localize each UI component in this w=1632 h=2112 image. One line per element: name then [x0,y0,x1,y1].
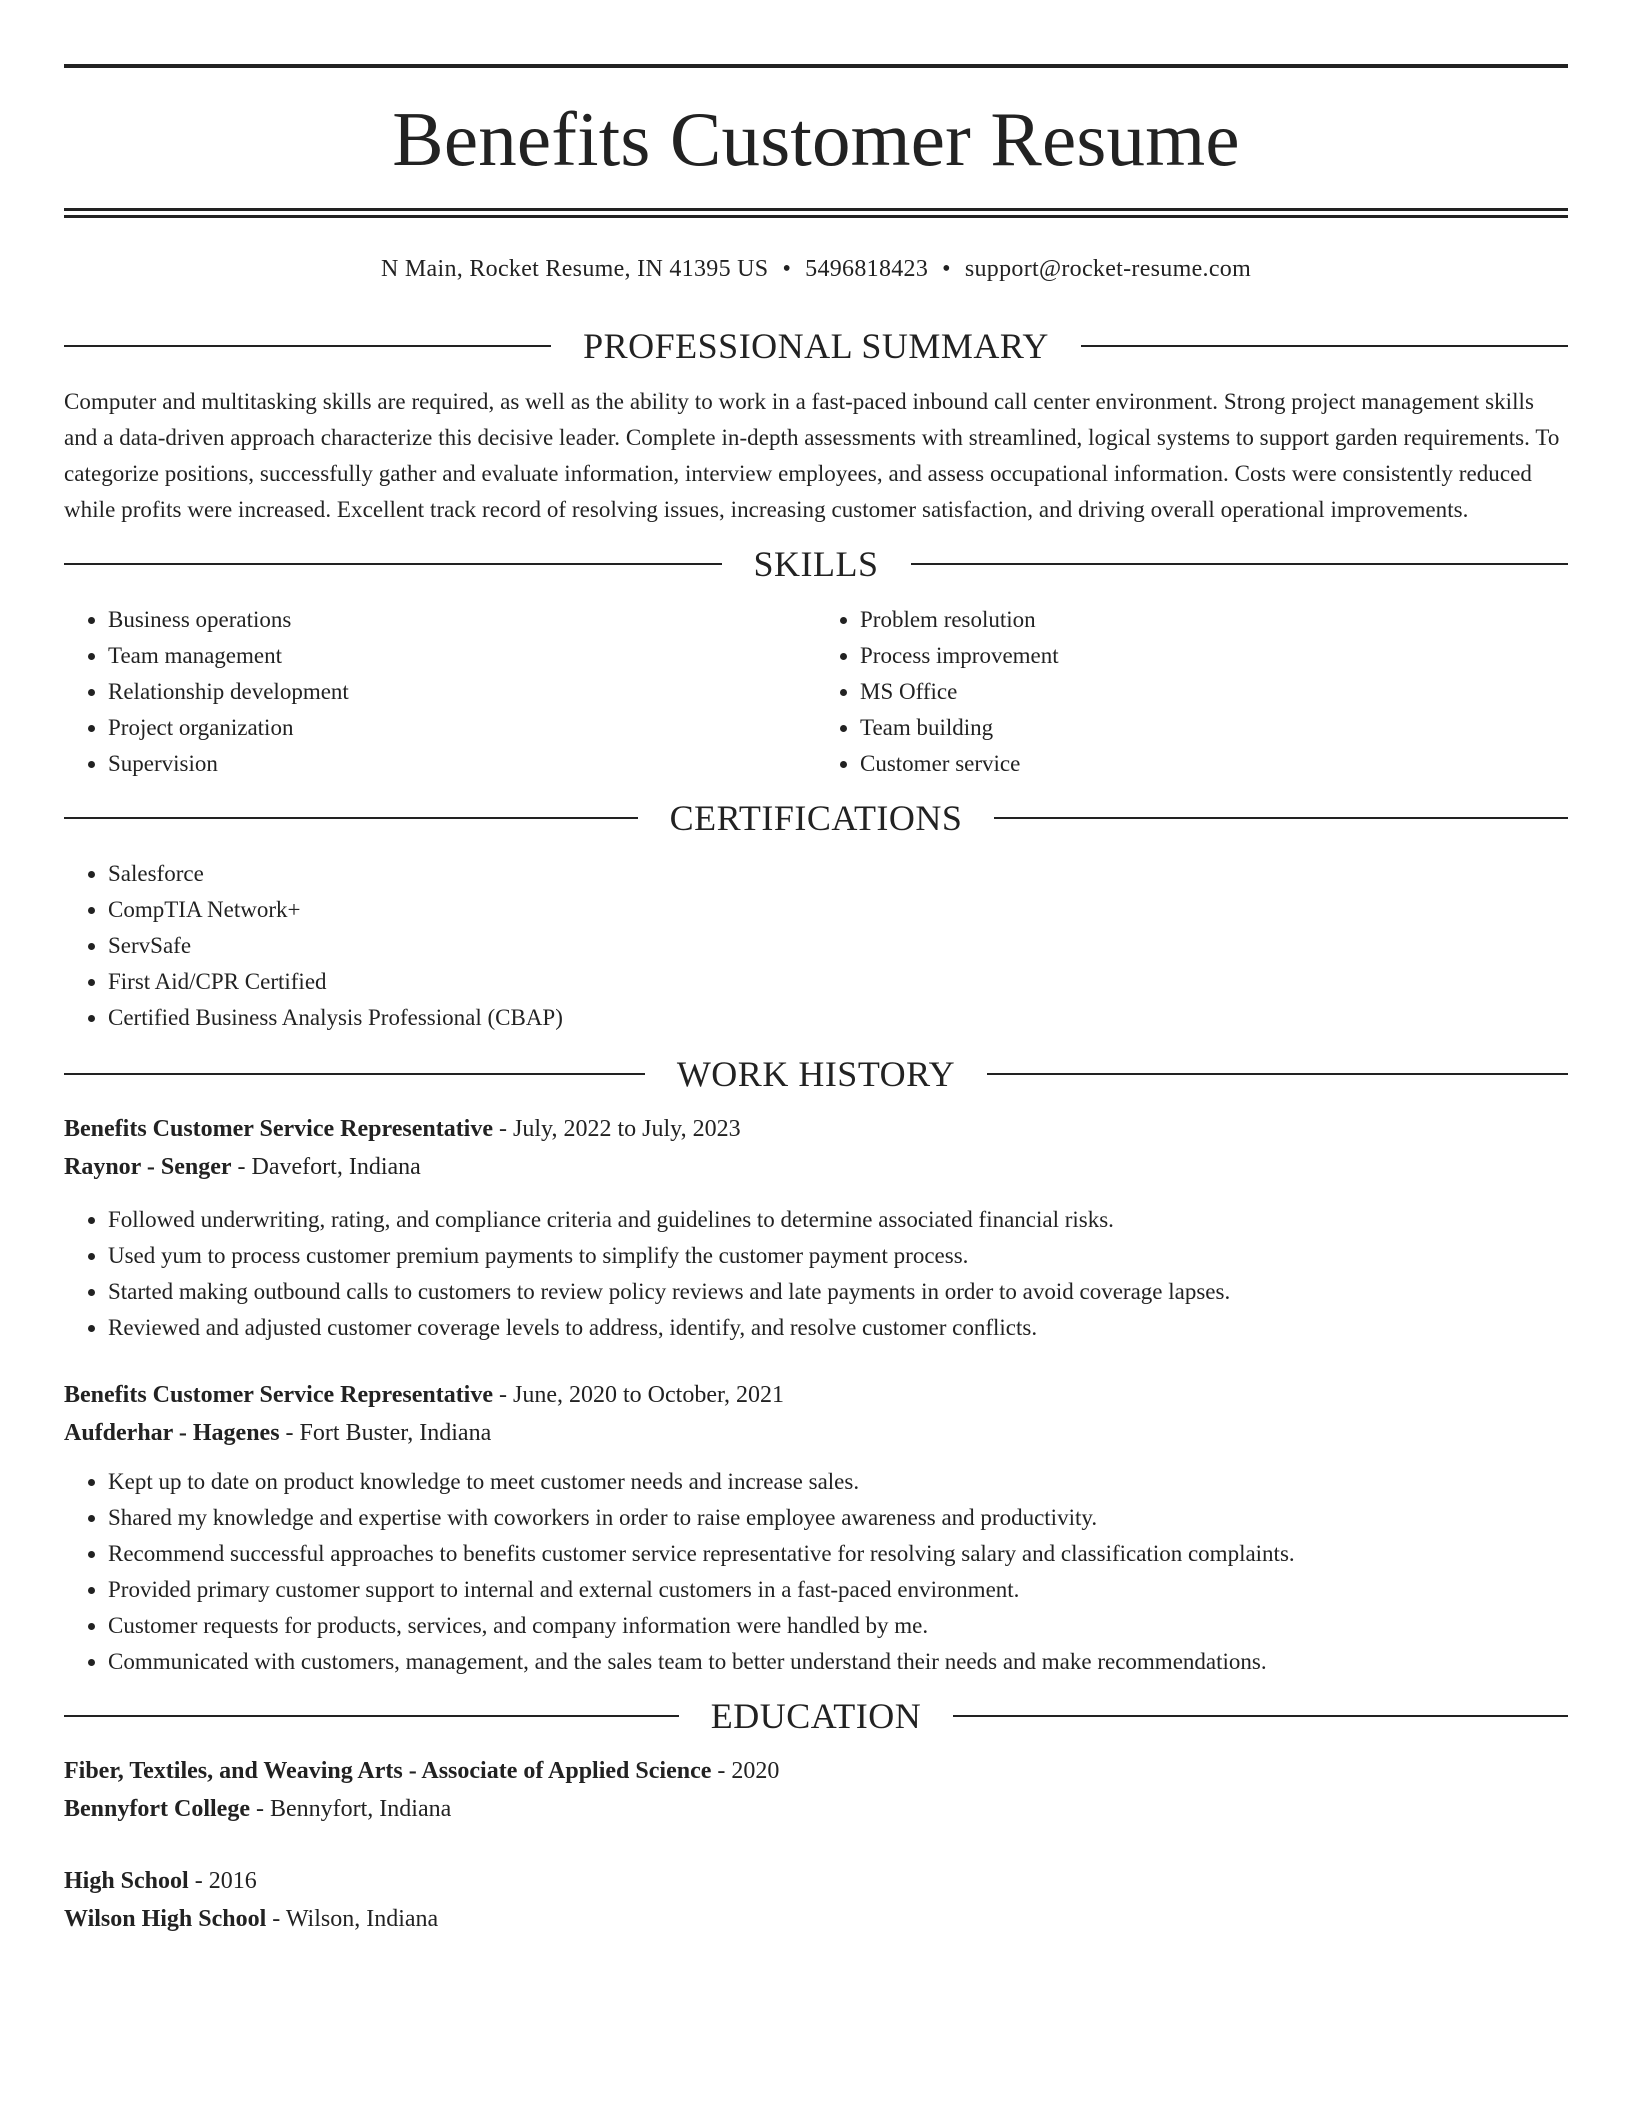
skill-item: • Team management [108,638,816,674]
job-company-line [64,1414,1568,1452]
top-rule [64,64,1568,68]
section-title: WORK HISTORY [676,1054,956,1094]
job-bullet: • Used yum to process customer premium payments to simplify the customer payment process. [108,1238,1568,1274]
heading-rule [953,1715,1568,1717]
section-heading-summary [64,324,1568,368]
certification-item: • ServSafe [108,928,1568,964]
education-location: Wilson, Indiana [285,1906,439,1932]
skills-column-left [64,602,816,782]
summary-text: Computer and multitasking skills are required, as well as the ability to work in a fast-paced inbound call center environment. Strong project management skills and a data-driven approach characterize this decisive leader. Complete in-depth assessments with streamlined, logical systems to support garden requirements. To categorize positions, successfully gather and evaluate information, interview employees, and assess occupational information. Costs were consistently reduced while profits were increased. Excellent track record of resolving issues, increasing customer satisfaction, and driving overall operational improvements. [64,389,1560,522]
education-location: Bennyfort, Indiana [269,1796,452,1822]
section-heading-education [64,1694,1568,1738]
skill-item: • Relationship development [108,674,816,710]
heading-rule [64,345,551,347]
skill-item: • Business operations [108,602,816,638]
section-title: SKILLS [753,544,879,584]
education-school-line [64,1900,1568,1938]
skill-item: • Customer service [860,746,1568,782]
job-entry [64,1110,1568,1346]
job-company-line [64,1148,1568,1186]
dash: - [266,1906,286,1932]
dash: - [249,1796,270,1822]
section-title: PROFESSIONAL SUMMARY [583,326,1049,366]
job-dates: June, 2020 to October, 2021 [513,1382,784,1408]
heading-rule [994,817,1568,819]
education-school-line [64,1790,1568,1828]
job-company: Raynor - Senger [64,1154,232,1180]
dash: - [493,1382,513,1408]
section-heading-work-history [64,1052,1568,1096]
education-year: 2020 [731,1758,780,1784]
job-entry [64,1376,1568,1680]
skill-item: • Problem resolution [860,602,1568,638]
skill-item: • Project organization [108,710,816,746]
certifications-list [64,856,1568,1036]
certification-item: • CompTIA Network+ [108,892,1568,928]
job-bullet: • Customer requests for products, services, and company information were handled by me. [108,1608,1568,1644]
job-bullets [64,1464,1568,1680]
job-title-line [64,1376,1568,1414]
dash: - [188,1868,209,1894]
heading-rule [64,1715,679,1717]
job-bullet: • Shared my knowledge and expertise with coworkers in order to raise employee awareness and productivity. [108,1500,1568,1536]
section-heading-skills [64,542,1568,586]
heading-rule [1081,345,1568,347]
dash: - [493,1116,513,1142]
education-year: 2016 [208,1868,257,1894]
heading-rule [64,817,638,819]
job-bullet: • Recommend successful approaches to benefits customer service representative for resolving salary and classification complaints. [108,1536,1568,1572]
resume-page [64,64,1568,1938]
job-title: Benefits Customer Service Representative [64,1116,493,1142]
heading-rule [911,563,1569,565]
job-bullet: • Started making outbound calls to customers to review policy reviews and late payments in order to avoid coverage lapses. [108,1274,1568,1310]
skill-item: • Team building [860,710,1568,746]
dash: - [231,1154,252,1180]
job-title-line [64,1110,1568,1148]
contact-separator: • [782,256,792,282]
dash: - [279,1420,300,1446]
education-entry [64,1862,1568,1938]
skill-item: • MS Office [860,674,1568,710]
resume-title: Benefits Customer Resume [392,96,1240,182]
dash: - [711,1758,732,1784]
job-bullet: • Followed underwriting, rating, and compliance criteria and guidelines to determine associated financial risks. [108,1202,1568,1238]
contact-address: N Main, Rocket Resume, IN 41395 US [380,256,769,282]
title-double-rule [64,208,1568,218]
heading-rule [987,1073,1568,1075]
certification-item: • First Aid/CPR Certified [108,964,1568,1000]
job-bullet: • Reviewed and adjusted customer coverage levels to address, identify, and resolve customer conflicts. [108,1310,1568,1346]
certification-item: • Salesforce [108,856,1568,892]
job-location: Fort Buster, Indiana [299,1420,492,1446]
section-title: CERTIFICATIONS [669,798,963,838]
job-bullet: • Provided primary customer support to internal and external customers in a fast-paced environment. [108,1572,1568,1608]
job-bullet: • Communicated with customers, management, and the sales team to better understand their needs and make recommendations. [108,1644,1568,1680]
section-heading-certifications [64,796,1568,840]
job-bullet: • Kept up to date on product knowledge to meet customer needs and increase sales. [108,1464,1568,1500]
certification-item: • Certified Business Analysis Professional (CBAP) [108,1000,1568,1036]
job-company: Aufderhar - Hagenes [64,1420,280,1446]
job-location: Davefort, Indiana [251,1154,421,1180]
job-bullets [64,1202,1568,1346]
contact-phone: 5496818423 [805,256,929,282]
job-title: Benefits Customer Service Representative [64,1382,493,1408]
skill-item: • Supervision [108,746,816,782]
contact-email: support@rocket-resume.com [964,256,1252,282]
education-entry [64,1752,1568,1828]
education-degree: Fiber, Textiles, and Weaving Arts - Associate of Applied Science [64,1758,712,1784]
education-degree-line [64,1752,1568,1790]
contact-line [64,254,1568,284]
skills-list [64,602,1568,782]
education-degree-line [64,1862,1568,1900]
contact-separator: • [942,256,951,282]
skills-column-right [816,602,1568,782]
education-school: Bennyfort College [64,1796,250,1822]
job-dates: July, 2022 to July, 2023 [513,1116,741,1142]
skill-item: • Process improvement [860,638,1568,674]
heading-rule [64,563,722,565]
section-title: EDUCATION [710,1696,922,1736]
education-degree: High School [64,1868,189,1894]
heading-rule [64,1073,645,1075]
education-school: Wilson High School [64,1906,267,1932]
